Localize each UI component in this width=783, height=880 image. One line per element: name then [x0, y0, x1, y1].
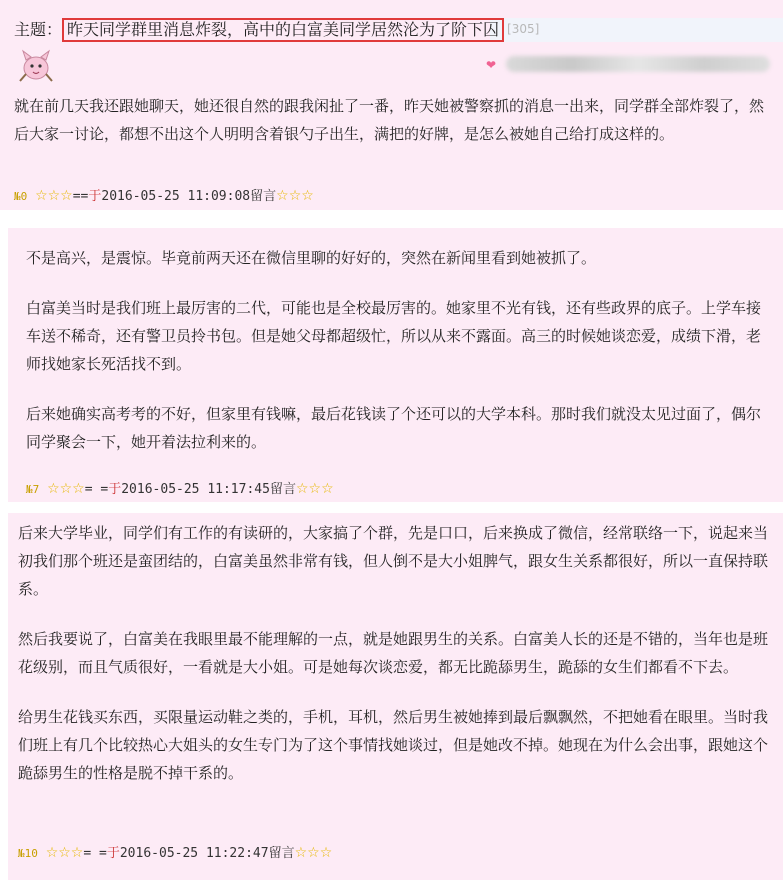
cartoon-avatar-icon[interactable]	[14, 48, 58, 84]
reply-link[interactable]: 留言	[269, 482, 296, 497]
post-meta	[26, 478, 334, 497]
subject-label: 主题：	[14, 20, 63, 39]
post-paragraph: 白富美当时是我们班上最厉害的二代，可能也是全校最厉害的。她家里不光有钱，还有些政界的底子。上学车接车送不稀奇，还有警卫员拎书包。但是她父母都超级忙，所以从来不露面。高三的时候她谈恋爱，成绩下滑，老师找她家长死活找不到。	[26, 299, 762, 373]
meta-yu: 于	[108, 482, 122, 497]
post-paragraph: 后来她确实高考考的不好，但家里有钱嘛，最后花钱读了个还可以的大学本科。那时我们就没太见过面了，偶尔同学聚会一下，她开着法拉利来的。	[26, 405, 762, 451]
subject-row	[14, 18, 539, 42]
post-datetime: 2016-05-25 11:22:47	[119, 846, 269, 861]
blurred-username	[506, 56, 770, 72]
stars-right: ☆☆☆	[295, 481, 334, 497]
reply-count: [305]	[507, 22, 540, 36]
stars-right: ☆☆☆	[294, 845, 333, 861]
meta-separator: = =	[83, 846, 107, 861]
meta-yu: 于	[88, 189, 102, 204]
meta-separator: ==	[72, 189, 89, 204]
floor-number: №10	[18, 847, 38, 860]
floor-number: №0	[14, 190, 28, 203]
stars-left: ☆☆☆	[35, 188, 73, 204]
post-paragraph: 后来大学毕业，同学们有工作的有读研的，大家搞了个群，先是口口，后来换成了微信，经常联络一下，说起来当初我们那个班还是蛮团结的，白富美虽然非常有钱，但人倒不是大小姐脾气，跟女生关系都很好，所以一直保持联系。	[18, 524, 769, 598]
post-body	[26, 244, 772, 456]
post-paragraph: 就在前几天我还跟她聊天，她还很自然的跟我闲扯了一番，昨天她被警察抓的消息一出来，同学群全部炸裂了，然后大家一讨论，都想不出这个人明明含着银勺子出生，满把的好牌，是怎么被她自己给打成这样的。	[14, 97, 765, 143]
post-third	[8, 513, 783, 880]
post-body	[14, 92, 776, 148]
meta-separator: = =	[84, 482, 109, 497]
post-meta	[18, 842, 332, 861]
post-body	[18, 519, 773, 787]
post-datetime: 2016-05-25 11:17:45	[121, 482, 270, 497]
post-second	[8, 228, 783, 502]
thread-title[interactable]: 昨天同学群里消息炸裂，高中的白富美同学居然沦为了阶下囚	[62, 18, 504, 42]
floor-number: №7	[26, 483, 40, 496]
stars-left: ☆☆☆	[47, 481, 85, 497]
post-first	[0, 0, 783, 210]
heart-icon: ❤	[486, 58, 497, 72]
reply-link[interactable]: 留言	[268, 846, 295, 861]
post-paragraph: 给男生花钱买东西，买限量运动鞋之类的，手机，耳机，然后男生被她捧到最后飘飘然，不把她看在眼里。当时我们班上有几个比较热心大姐头的女生专门为了这个事情找她谈过，但是她改不掉。她现在为什么会出事，跟她这个跪舔男生的性格是脱不掉干系的。	[18, 708, 769, 782]
post-meta	[14, 185, 314, 204]
post-datetime: 2016-05-25 11:09:08	[101, 189, 251, 204]
meta-yu: 于	[106, 846, 120, 861]
post-paragraph: 然后我要说了，白富美在我眼里最不能理解的一点，就是她跟男生的关系。白富美人长的还是不错的，当年也是班花级别，而且气质很好，一看就是大小姐。可是她每次谈恋爱，都无比跪舔男生，跪舔的女生们都看不下去。	[18, 630, 769, 676]
stars-right: ☆☆☆	[276, 188, 314, 204]
stars-left: ☆☆☆	[45, 845, 84, 861]
post-paragraph: 不是高兴，是震惊。毕竟前两天还在微信里聊的好好的，突然在新闻里看到她被抓了。	[26, 249, 597, 267]
reply-link[interactable]: 留言	[250, 189, 277, 204]
